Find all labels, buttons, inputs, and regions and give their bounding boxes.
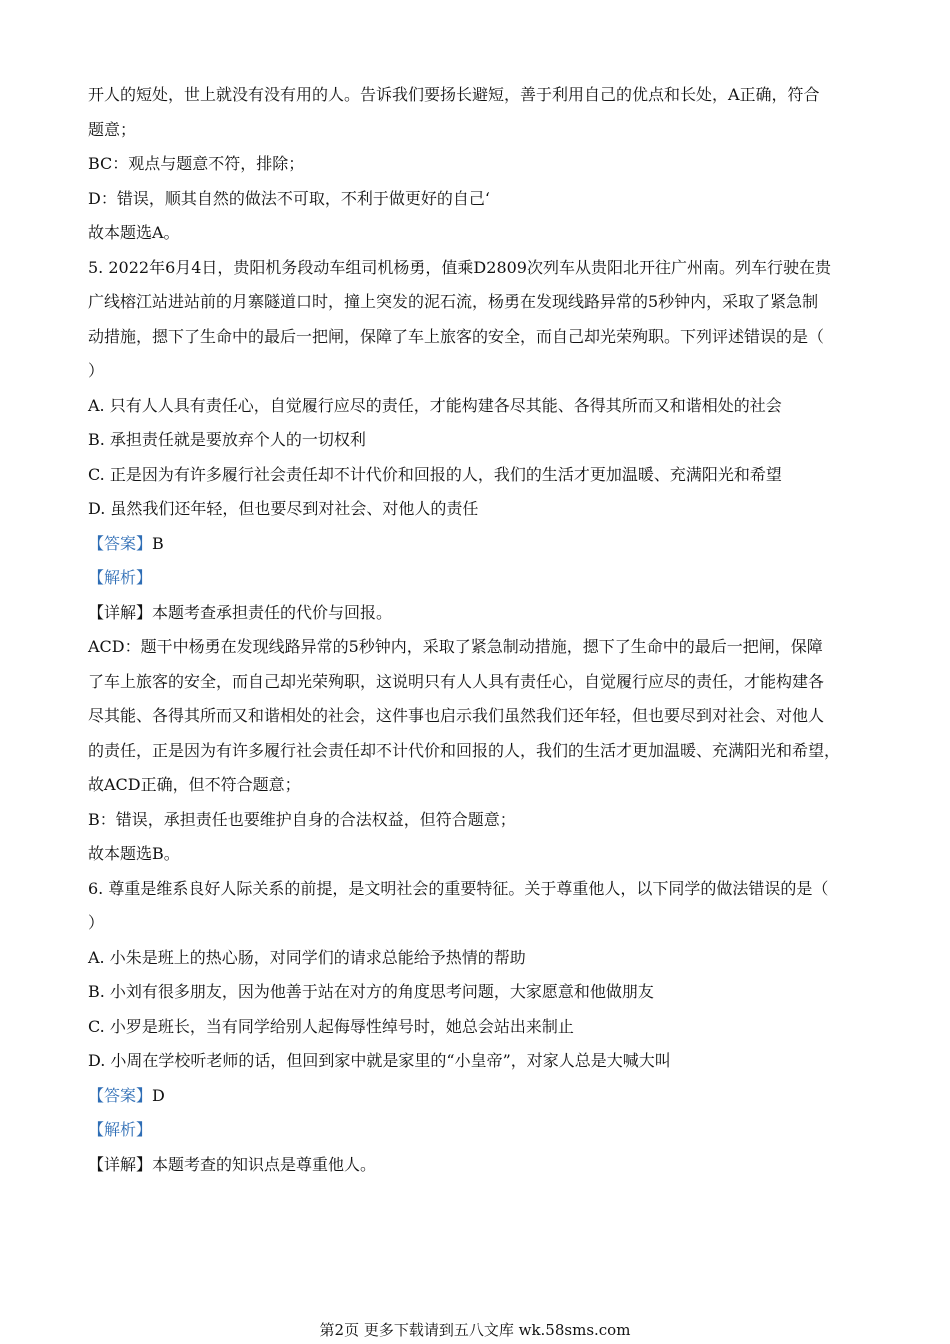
question-6 <box>88 872 868 1183</box>
answer-value: B <box>152 533 164 553</box>
detail-line: 的责任，正是因为有许多履行社会责任却不计代价和回报的人，我们的生活才更加温暖、充满阳光和希望， <box>88 740 841 760</box>
answer-tag: 【答案】 <box>88 533 153 553</box>
detail-line: 故ACD正确，但不符合题意； <box>88 775 301 794</box>
detail-line: 【详解】本题考查承担责任的代价与回报。 <box>88 602 393 622</box>
text-line: BC：观点与题意不符，排除； <box>88 154 305 173</box>
option-d: D. 小周在学校听老师的话，但回到家中就是家里的“小皇帝”，对家人总是大喊大叫 <box>88 1051 671 1070</box>
text-line: 开人的短处，世上就没有没有用的人。告诉我们要扬长避短，善于利用自己的优点和长处，A正确，符合 <box>88 85 820 104</box>
text-line: 题意； <box>88 119 137 139</box>
question-5 <box>88 251 868 872</box>
answer-value: D <box>152 1085 165 1105</box>
question-stem-line: ） <box>88 913 105 932</box>
paragraph-previous-analysis <box>88 78 868 251</box>
analysis-tag: 【解析】 <box>88 568 153 587</box>
option-c: C. 小罗是班长，当有同学给别人起侮辱性绰号时，她总会站出来制止 <box>88 1016 574 1036</box>
detail-line: 尽其能、各得其所而又和谐相处的社会，这件事也启示我们虽然我们还年轻，但也要尽到对社会、对他人 <box>88 706 825 725</box>
text-line: 故本题选A。 <box>88 223 180 242</box>
analysis-tag: 【解析】 <box>88 1120 153 1139</box>
option-d: D. 虽然我们还年轻，但也要尽到对社会、对他人的责任 <box>88 499 479 518</box>
question-stem-line: ） <box>88 361 105 380</box>
detail-line: 【详解】本题考查的知识点是尊重他人。 <box>88 1154 377 1174</box>
option-c: C. 正是因为有许多履行社会责任却不计代价和回报的人，我们的生活才更加温暖、充满阳光和希望 <box>88 464 782 484</box>
answer-line <box>88 527 868 562</box>
answer-tag: 【答案】 <box>88 1085 153 1105</box>
detail-line: B：错误，承担责任也要维护自身的合法权益，但符合题意； <box>88 809 516 829</box>
detail-line: 故本题选B。 <box>88 844 180 863</box>
option-a: A. 只有人人具有责任心，自觉履行应尽的责任，才能构建各尽其能、各得其所而又和谐相处的社会 <box>88 395 782 415</box>
question-stem-line: 5. 2022年6月4日，贵阳机务段动车组司机杨勇，值乘D2809次列车从贵阳北开往广州南。列车行驶在贵 <box>88 257 831 277</box>
document-page <box>88 78 868 1182</box>
analysis-line <box>88 1113 868 1148</box>
text-line: D：错误，顺其自然的做法不可取，不利于做更好的自己‘ <box>88 188 490 208</box>
question-stem-line: 动措施，摁下了生命中的最后一把闸，保障了车上旅客的安全，而自己却光荣殉职。下列评述错误的是（ <box>88 326 825 346</box>
page-footer: 第2页 更多下载请到五八文库 wk.58sms.com <box>319 1321 631 1339</box>
detail-line: ACD：题干中杨勇在发现线路异常的5秒钟内，采取了紧急制动措施，摁下了生命中的最后一把闸，保障 <box>88 637 823 656</box>
detail-line: 了车上旅客的安全，而自己却光荣殉职，这说明只有人人具有责任心，自觉履行应尽的责任，才能构建各 <box>88 671 825 691</box>
answer-line <box>88 1079 868 1114</box>
question-stem-line: 6. 尊重是维系良好人际关系的前提，是文明社会的重要特征。关于尊重他人，以下同学的做法错误的是（ <box>88 878 829 898</box>
question-stem-line: 广线榕江站进站前的月寨隧道口时，撞上突发的泥石流，杨勇在发现线路异常的5秒钟内，采取了紧急制 <box>88 292 819 311</box>
option-b: B. 小刘有很多朋友，因为他善于站在对方的角度思考问题，大家愿意和他做朋友 <box>88 982 654 1001</box>
analysis-line <box>88 561 868 596</box>
option-b: B. 承担责任就是要放弃个人的一切权利 <box>88 430 366 449</box>
option-a: A. 小朱是班上的热心肠，对同学们的请求总能给予热情的帮助 <box>88 947 526 967</box>
